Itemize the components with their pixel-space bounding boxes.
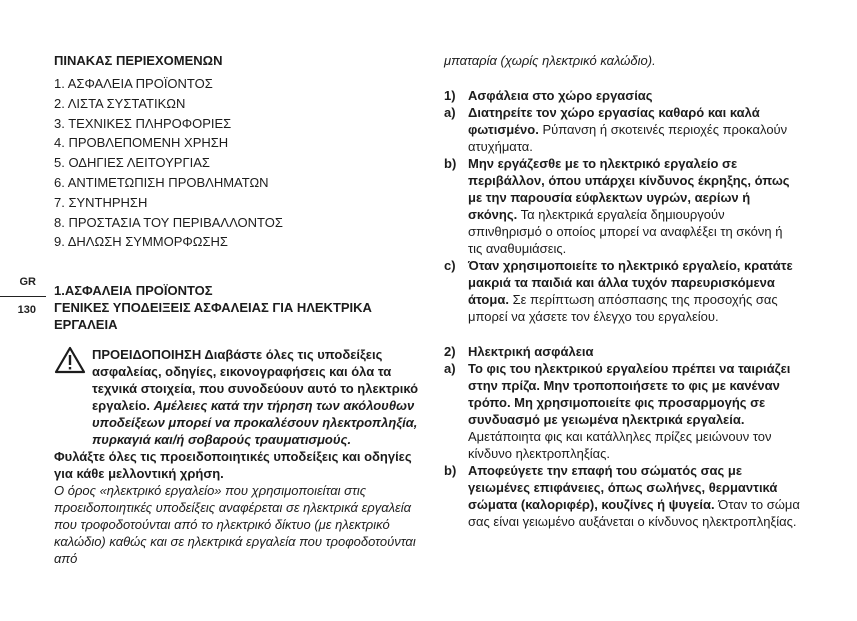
heading-number: 2) [444, 344, 456, 359]
toc-item: 4. ΠΡΟΒΛΕΠΟΜΕΝΗ ΧΡΗΣΗ [54, 135, 229, 151]
list-item [444, 462, 800, 530]
list-item [444, 257, 800, 325]
item-text: Τα ηλεκτρικά εργαλεία δημιουργούν σπινθηρισμό ο οποίος μπορεί να αναφλέξει τη σκόνη ή τις αναθυμιάσεις. [468, 207, 783, 256]
toc-item: 7. ΣΥΝΤΗΡΗΣΗ [54, 194, 148, 210]
list-item [444, 104, 800, 155]
heading-title: Ηλεκτρική ασφάλεια [468, 344, 594, 359]
item-text: Όταν το σώμα σας είναι γειωμένο αυξάνεται ο κίνδυνος ηλεκτροπληξίας. [468, 497, 800, 529]
item-label: a) [444, 105, 456, 120]
toc-list [54, 74, 426, 252]
item-text: Αμετάποιητα φις και κατάλληλες πρίζες μειώνουν τον κίνδυνο ηλεκτροπληξίας. [468, 429, 772, 461]
toc-item: 3. ΤΕΧΝΙΚΕΣ ΠΛΗΡΟΦΟΡΙΕΣ [54, 115, 232, 131]
toc-item: 2. ΛΙΣΤΑ ΣΥΣΤΑΤΙΚΩΝ [54, 95, 186, 111]
item-label: c) [444, 258, 456, 273]
toc-item: 9. ΔΗΛΩΣΗ ΣΥΜΜΟΡΦΩΣΗΣ [54, 234, 228, 250]
item-bold: Όταν χρησιμοποιείτε το ηλεκτρικό εργαλείο, κρατάτε μακριά τα παιδιά και άλλα τυχόν παρευρισκόμενα άτομα. [468, 258, 793, 307]
language-tab: GR [19, 276, 36, 288]
right-column [444, 52, 800, 530]
warning-block [54, 346, 426, 448]
section-title: 1.ΑΣΦΑΛΕΙΑ ΠΡΟΪΟΝΤΟΣ [54, 283, 213, 299]
item-text: Σε περίπτωση απόσπασης της προσοχής σας μπορεί να χάσετε τον έλεγχο του εργαλείου. [468, 292, 778, 324]
warning-text: ΠΡΟΕΙΔΟΠΟΙΗΣΗ Διαβάστε όλες τις υποδείξεις ασφαλείας, οδηγίες, εικονογραφήσεις και όλα τα τεχνικά στοιχεία, που συνοδεύουν αυτό το ηλεκτρικό εργαλείο. [92, 347, 419, 414]
section-heading [54, 282, 426, 333]
heading-title: Ασφάλεια στο χώρο εργασίας [468, 88, 653, 103]
item-text: Ρύπανση ή σκοτεινές περιοχές προκαλούν ατυχήματα. [468, 122, 788, 154]
item-label: b) [444, 463, 457, 478]
item-bold: Αποφεύγετε την επαφή του σώματός σας με γειωμένες επιφάνειες, όπως σωλήνες, θερμαντικά σώματα (καλοριφέρ), κουζίνες ή ψυγεία. [468, 463, 778, 512]
heading-number: 1) [444, 88, 456, 103]
item-bold: Διατηρείτε τον χώρο εργασίας καθαρό και καλά φωτισμένο. [468, 105, 760, 137]
toc-item: 5. ΟΔΗΓΙΕΣ ΛΕΙΤΟΥΡΓΙΑΣ [54, 155, 210, 171]
side-divider [0, 296, 46, 297]
item-label: a) [444, 361, 456, 376]
work-area-heading [444, 87, 800, 104]
item-bold: Μην εργάζεσθε με το ηλεκτρικό εργαλείο σε περιβάλλον, όπου υπάρχει κίνδυνος έκρηξης, όπως με την παρουσία εύφλεκτων υγρών, αερίων ή σκόνης. [468, 156, 790, 222]
item-bold: Το φις του ηλεκτρικού εργαλείου πρέπει να ταιριάζει στην πρίζα. Μην τροποποιήσετε το φις με κανέναν τρόπο. Μη χρησιμοποιείτε φις προσαρμογής σε συνδυασμό με γειωμένα ηλεκτρικά εργαλεία. [468, 361, 791, 427]
warning-consequence: Αμέλειες κατά την τήρηση των ακόλουθων υποδείξεων μπορεί να προκαλέσουν ηλεκτροπληξία, πυρκαγιά και/ή σοβαρούς τραυματισμούς. [92, 398, 418, 448]
toc-item: 1. ΑΣΦΑΛΕΙΑ ΠΡΟΪΟΝΤΟΣ [54, 76, 213, 91]
item-label: b) [444, 156, 457, 171]
keep-instructions: Φυλάξτε όλες τις προειδοποιητικές υποδείξεις και οδηγίες για κάθε μελλοντική χρήση. [54, 449, 412, 482]
list-item [444, 155, 800, 257]
term-definition-continued: μπαταρία (χωρίς ηλεκτρικό καλώδιο). [444, 53, 656, 68]
term-definition: Ο όρος «ηλεκτρικό εργαλείο» που χρησιμοποιείται στις προειδοποιητικές υποδείξεις αναφέρεται σε ηλεκτρικά εργαλεία που τροφοδοτούνται από το ηλεκτρικό δίκτυο (με ηλεκτρικό καλώδιο) καθώς και σε ηλεκτρικά εργαλεία που τροφοδοτούνται από [54, 483, 416, 567]
warning-triangle-icon [54, 346, 86, 374]
left-column [54, 52, 426, 567]
section-subtitle: ΓΕΝΙΚΕΣ ΥΠΟΔΕΙΞΕΙΣ ΑΣΦΑΛΕΙΑΣ ΓΙΑ ΗΛΕΚΤΡΙΚΑ ΕΡΓΑΛΕΙΑ [54, 300, 372, 333]
toc-item: 8. ΠΡΟΣΤΑΣΙΑ ΤΟΥ ΠΕΡΙΒΑΛΛΟΝΤΟΣ [54, 214, 283, 230]
list-item [444, 360, 800, 462]
toc-item: 6. ΑΝΤΙΜΕΤΩΠΙΣΗ ΠΡΟΒΛΗΜΑΤΩΝ [54, 174, 269, 190]
toc-title: ΠΙΝΑΚΑΣ ΠΕΡΙΕΧΟΜΕΝΩΝ [54, 53, 223, 68]
electrical-heading [444, 343, 800, 360]
page-number: 130 [17, 304, 36, 316]
